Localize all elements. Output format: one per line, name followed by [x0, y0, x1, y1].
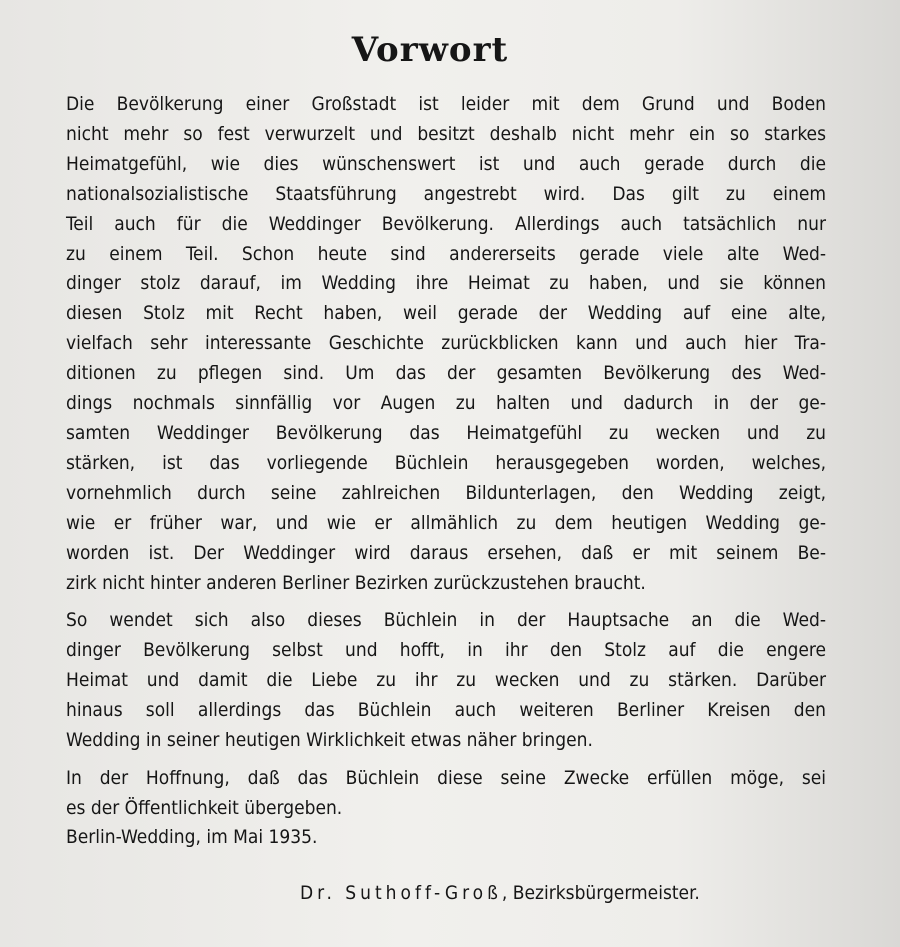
- text-line: stärken, ist das vorliegende Büchlein herausgegeben worden, welches,: [66, 451, 826, 474]
- text-line: nicht mehr so fest verwurzelt und besitzt deshalb nicht mehr ein so starkes: [66, 122, 826, 145]
- text-line: Teil auch für die Weddinger Bevölkerung. Allerdings auch tatsächlich nur: [66, 212, 826, 235]
- text-line: Wedding in seiner heutigen Wirklichkeit etwas näher bringen.: [66, 729, 593, 752]
- dateline: Berlin-Wedding, im Mai 1935.: [66, 826, 318, 848]
- text-line: dinger stolz darauf, im Wedding ihre Heimat zu haben, und sie können: [66, 272, 826, 295]
- text-line: diesen Stolz mit Recht haben, weil gerade der Wedding auf eine alte,: [66, 302, 826, 325]
- text-line: Die Bevölkerung einer Großstadt ist leider mit dem Grund und Boden: [66, 93, 826, 115]
- text-line: vornehmlich durch seine zahlreichen Bildunterlagen, den Wedding zeigt,: [66, 481, 826, 504]
- page-title: Vorwort: [351, 30, 509, 70]
- text-line: dings nochmals sinnfällig vor Augen zu halten und dadurch in der ge-: [66, 392, 826, 415]
- text-line: Heimat und damit die Liebe zu ihr zu wecken und zu stärken. Darüber: [66, 669, 826, 692]
- paragraph-3: [66, 764, 826, 824]
- text-line: Heimatgefühl, wie dies wünschenswert ist und auch gerade durch die: [66, 152, 826, 175]
- text-line: zu einem Teil. Schon heute sind andererseits gerade viele alte Wed-: [66, 242, 826, 265]
- text-line: dinger Bevölkerung selbst und hofft, in ihr den Stolz auf die engere: [66, 639, 826, 662]
- text-line: worden ist. Der Weddinger wird daraus ersehen, daß er mit seinem Be-: [66, 541, 826, 564]
- text-line: wie er früher war, und wie er allmählich zu dem heutigen Wedding ge-: [66, 511, 826, 534]
- signature: [300, 882, 700, 904]
- text-line: es der Öffentlichkeit übergeben.: [66, 796, 343, 819]
- signature-title: , Bezirksbürgermeister.: [501, 882, 700, 904]
- text-line: vielfach sehr interessante Geschichte zurückblicken kann und auch hier Tra-: [66, 332, 826, 355]
- text-line: In der Hoffnung, daß das Büchlein diese seine Zwecke erfüllen möge, sei: [66, 766, 826, 789]
- paragraph-1: [66, 90, 826, 598]
- text-line: zirk nicht hinter anderen Berliner Bezirken zurückzustehen braucht.: [66, 571, 646, 594]
- text-line: hinaus soll allerdings das Büchlein auch weiteren Berliner Kreisen den: [66, 699, 826, 722]
- signature-name: Dr. Suthoff-Groß: [300, 882, 502, 904]
- text-line: samten Weddinger Bevölkerung das Heimatgefühl zu wecken und zu: [66, 421, 826, 444]
- text-line: nationalsozialistische Staatsführung angestrebt wird. Das gilt zu einem: [66, 182, 826, 205]
- body-text: [66, 90, 826, 832]
- paragraph-2: [66, 606, 826, 756]
- text-line: So wendet sich also dieses Büchlein in der Hauptsache an die Wed-: [66, 609, 826, 632]
- text-line: ditionen zu pflegen sind. Um das der gesamten Bevölkerung des Wed-: [66, 362, 826, 385]
